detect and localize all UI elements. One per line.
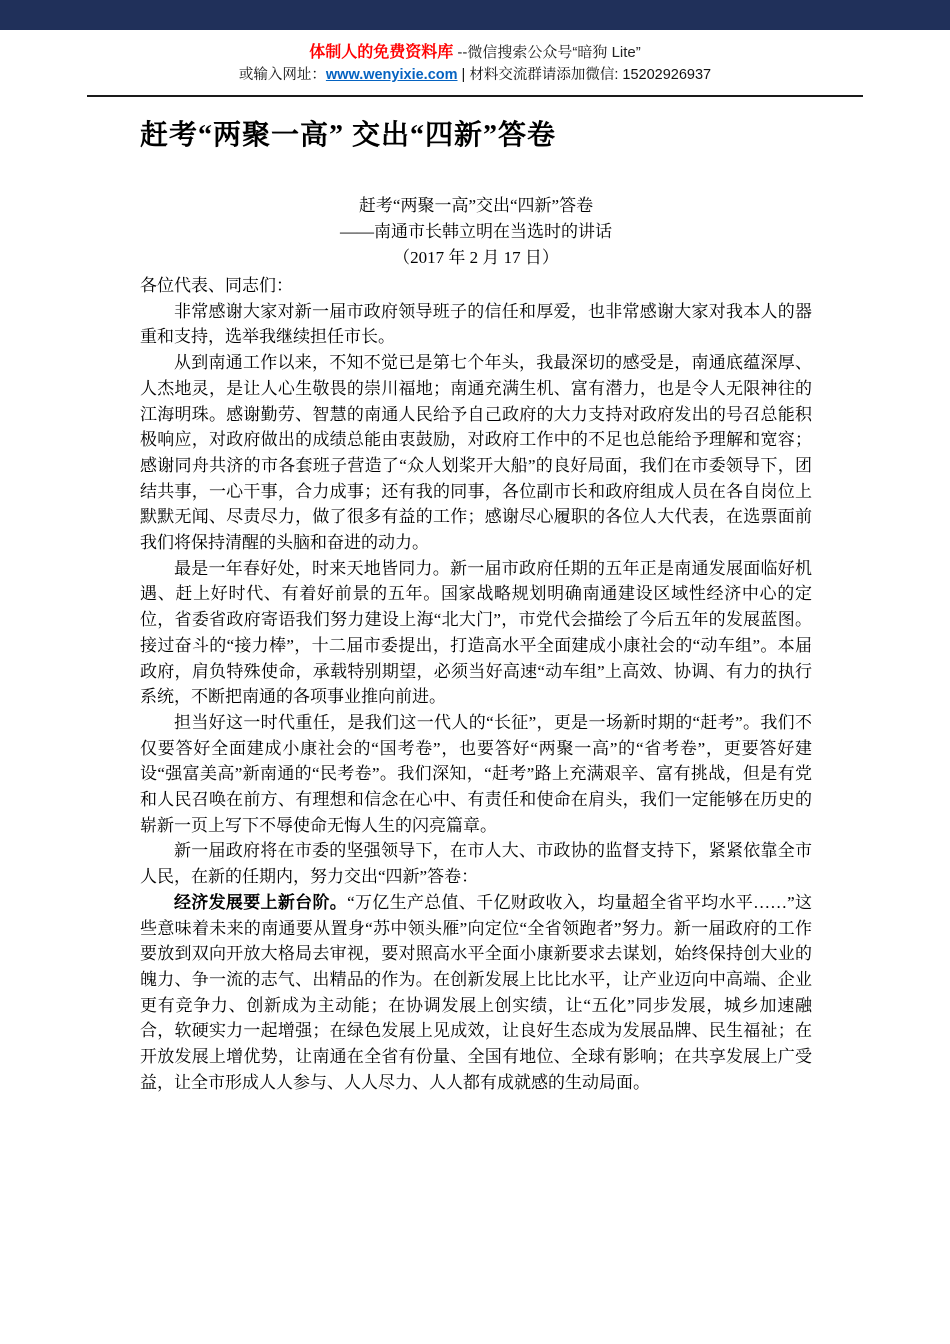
site-link[interactable]: www.wenyixie.com: [325, 67, 458, 83]
paragraph-bold-lead: 经济发展要上新台阶。: [174, 892, 348, 912]
document-content: [0, 97, 950, 1096]
paragraph: 非常感谢大家对新一届市政府领导班子的信任和厚爱，也非常感谢大家对我本人的器重和支持，选举我继续担任市长。: [140, 301, 812, 347]
top-bar: [0, 0, 950, 30]
url-prefix-label: 或输入网址：: [238, 67, 326, 83]
document-body: [140, 273, 812, 1096]
page-title: 赶考“两聚一高” 交出“四新”答卷: [140, 120, 557, 151]
paragraph: 从到南通工作以来，不知不觉已是第七个年头，我最深切的感受是，南通底蕴深厚、人杰地灵，是让人心生敬畏的崇川福地；南通充满生机、富有潜力，也是令人无限神往的江海明珠。感谢勤劳、智慧的南通人民给予自己政府的大力支持对政府发出的号召总能积极响应，对政府做出的成绩总能由衷鼓励，对政府工作中的不足也总能给予理解和宽容；感谢同舟共济的市各套班子营造了“众人划桨开大船”的良好局面，我们在市委领导下，团结共事，一心干事，合力成事；还有我的同事，各位副市长和政府组成人员在各自岗位上默默无闻、尽责尽力，做了很多有益的工作；感谢尽心履职的各位人大代表，在选票面前我们将保持清醒的头脑和奋进的动力。: [140, 353, 812, 553]
paragraph: 担当好这一时代重任，是我们这一代人的“长征”，更是一场新时期的“赶考”。我们不仅要答好全面建成小康社会的“国考卷”，也要答好“两聚一高”的“省考卷”，更要答好建设“强富美高”新南通的“民考卷”。我们深知，“赶考”路上充满艰辛、富有挑战，但是有党和人民召唤在前方、有理想和信念在心中、有责任和使命在肩头，我们一定能够在历史的崭新一页上写下不辱使命无悔人生的闪亮篇章。: [140, 712, 812, 835]
doc-date-line: （2017 年 2 月 17 日）: [393, 248, 559, 267]
doc-subtitle: 赶考“两聚一高”交出“四新”答卷: [358, 196, 594, 215]
doc-author-line: ——南通市长韩立明在当选时的讲话: [340, 222, 612, 241]
contact-info: | 材料交流群请添加微信: 15202926937: [457, 67, 712, 83]
promo-header: [87, 30, 863, 97]
paragraph: 经济发展要上新台阶。“万亿生产总值、千亿财政收入，均量超全省平均水平……”这些意味着未来的南通要从置身“苏中领头雁”向定位“全省领跑者”努力。新一届政府的工作要放到双向开放大格局去审视，要对照高水平全面小康新要求去谋划，始终保持创大业的魄力、争一流的志气、出精品的作为。在创新发展上比比水平，让产业迈向中高端、企业更有竞争力、创新成为主动能；在协调发展上创实绩，让“五化”同步发展，城乡加速融合，软硬实力一起增强；在绿色发展上见成效，让良好生态成为发展品牌、民生福祉；在开放发展上增优势，让南通在全省有份量、全国有地位、全球有影响；在共享发展上广受益，让全市形成人人参与、人人尽力、人人都有成就感的生动局面。: [140, 892, 813, 1092]
paragraph: 新一届政府将在市委的坚强领导下，在市人大、市政协的监督支持下，紧紧依靠全市人民，在新的任期内，努力交出“四新”答卷：: [140, 841, 812, 887]
promo-line2: [87, 64, 863, 86]
promo-line1: [87, 42, 863, 64]
paragraph: 最是一年春好处，时来天地皆同力。新一届市政府任期的五年正是南通发展面临好机遇、赶上好时代、有着好前景的五年。国家战略规划明确南通建设区域性经济中心的定位，省委省政府寄语我们努力建设上海“北大门”，市党代会描绘了今后五年的发展蓝图。接过奋斗的“接力棒”，十二届市委提出，打造高水平全面建成小康社会的“动车组”。本届政府，肩负特殊使命，承载特别期望，必须当好高速“动车组”上高效、协调、有力的执行系统，不断把南通的各项事业推向前进。: [140, 558, 812, 707]
promo-site-name: 体制人的免费资料库: [309, 44, 454, 61]
promo-tagline: --微信搜索公众号“暗狗 Lite”: [453, 44, 641, 61]
paragraph: 各位代表、同志们：: [140, 276, 293, 295]
doc-heading-block: [140, 193, 812, 271]
